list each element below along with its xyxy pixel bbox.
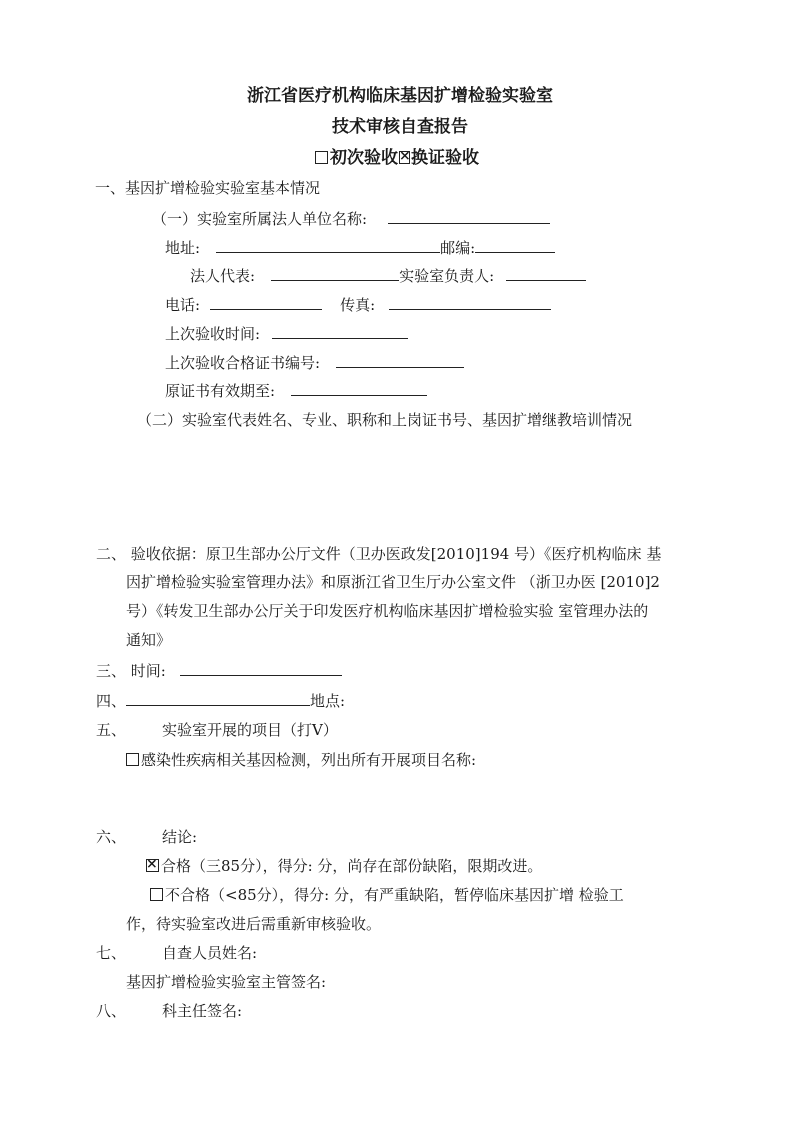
valid-until-row bbox=[165, 379, 427, 401]
valid-until-field[interactable] bbox=[291, 379, 427, 396]
renewal-label: 换证验收 bbox=[411, 148, 479, 168]
section5-number: 五、 bbox=[96, 721, 127, 739]
location-label: 地点: bbox=[310, 692, 346, 710]
last-time-row bbox=[165, 322, 408, 344]
last-cert-row bbox=[165, 351, 464, 373]
infection-test-checkbox[interactable] bbox=[126, 753, 139, 766]
time-row bbox=[96, 659, 342, 681]
phone-row bbox=[165, 293, 551, 315]
lab-supervisor-signature-label: 基因扩增检验实验室主管签名: bbox=[126, 973, 327, 991]
location-row bbox=[96, 689, 345, 711]
legal-entity-row bbox=[152, 207, 550, 229]
initial-checkbox[interactable] bbox=[315, 151, 328, 164]
fail-label: 不合格（<85分），得分: 分，有严重缺陷，暂停临床基因扩增 检验工 bbox=[165, 886, 624, 904]
pass-row bbox=[146, 856, 542, 876]
fax-field[interactable] bbox=[389, 293, 551, 310]
legal-entity-field[interactable] bbox=[388, 207, 550, 224]
basis-line-2: 因扩增检验实验室管理办法》和原浙江省卫生厅办公室文件 （浙卫办医 [2010]2 bbox=[126, 573, 660, 591]
pass-label: 合格（三85分），得分: 分，尚存在部份缺陷，限期改进。 bbox=[161, 857, 543, 875]
doc-subtitle: 技术审核自查报告 bbox=[332, 117, 468, 137]
lab-head-label: 实验室负责人: bbox=[399, 267, 495, 285]
fail-row bbox=[150, 885, 624, 905]
valid-until-label: 原证书有效期至: bbox=[165, 382, 276, 400]
section5-label: 实验室开展的项目（打V） bbox=[162, 721, 338, 739]
basis-line-1: 二、 验收依据：原卫生部办公厅文件（卫办医政发[2010]194 号）《医疗机构临床 基 bbox=[96, 545, 662, 563]
doc-title: 浙江省医疗机构临床基因扩增检验实验室 bbox=[247, 86, 553, 106]
time-label: 三、 时间: bbox=[96, 662, 166, 680]
phone-field[interactable] bbox=[210, 293, 322, 310]
section6-number: 六、 bbox=[96, 828, 127, 846]
phone-label: 电话: bbox=[165, 296, 201, 314]
section7-number: 七、 bbox=[96, 944, 127, 962]
location-number: 四、 bbox=[96, 692, 127, 710]
section1-heading: 一、基因扩增检验实验室基本情况 bbox=[95, 179, 321, 197]
address-field[interactable] bbox=[216, 236, 440, 253]
acceptance-type bbox=[315, 148, 479, 168]
basis-line-3: 号）《转发卫生部办公厅关于印发医疗机构临床基因扩增检验实验 室管理办法的 bbox=[126, 602, 649, 620]
infection-test-label: 感染性疾病相关基因检测，列出所有开展项目名称: bbox=[141, 751, 477, 769]
location-field[interactable] bbox=[126, 689, 310, 706]
section8-number: 八、 bbox=[96, 1002, 127, 1020]
dept-head-signature-label: 科主任签名: bbox=[162, 1002, 243, 1020]
self-check-names-label: 自查人员姓名: bbox=[162, 944, 258, 962]
fail-label-cont: 作，待实验室改进后需重新审核验收。 bbox=[126, 915, 382, 933]
time-field[interactable] bbox=[180, 659, 342, 676]
postcode-field[interactable] bbox=[475, 236, 555, 253]
last-cert-label: 上次验收合格证书编号: bbox=[165, 354, 321, 372]
legal-rep-label: 法人代表: bbox=[190, 267, 256, 285]
pass-checkbox[interactable] bbox=[146, 859, 159, 872]
legal-entity-label: （一）实验室所属法人单位名称: bbox=[152, 210, 368, 228]
basis-line-4: 通知》 bbox=[126, 631, 172, 649]
last-time-field[interactable] bbox=[272, 322, 408, 339]
postcode-label: 邮编: bbox=[440, 239, 476, 257]
legal-rep-field[interactable] bbox=[271, 264, 399, 281]
lab-staff-heading: （二）实验室代表姓名、专业、职称和上岗证书号、基因扩增继教培训情况 bbox=[137, 411, 633, 429]
address-row bbox=[165, 236, 555, 258]
address-label: 地址: bbox=[165, 239, 201, 257]
last-cert-field[interactable] bbox=[336, 351, 464, 368]
legal-rep-row bbox=[190, 264, 586, 286]
initial-label: 初次验收 bbox=[330, 148, 398, 168]
fax-label: 传真: bbox=[340, 296, 376, 314]
lab-head-field[interactable] bbox=[506, 264, 586, 281]
fail-checkbox[interactable] bbox=[150, 888, 163, 901]
infection-test-row bbox=[126, 750, 476, 770]
last-time-label: 上次验收时间: bbox=[165, 325, 261, 343]
section6-label: 结论: bbox=[162, 828, 198, 846]
renewal-checkbox[interactable] bbox=[399, 151, 410, 164]
